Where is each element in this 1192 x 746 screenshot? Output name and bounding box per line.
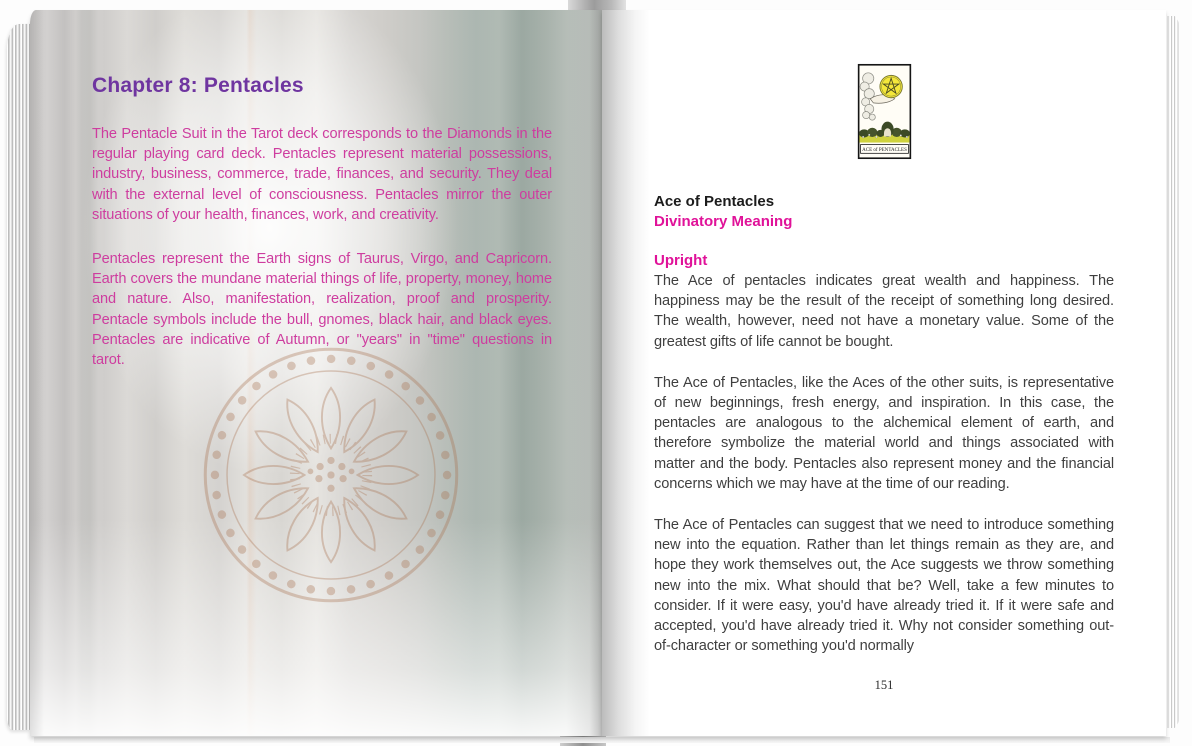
mandala-seeds-icon <box>308 457 355 492</box>
page-number: 151 <box>874 678 894 692</box>
upright-heading: Upright <box>654 252 708 269</box>
left-page-edge-stack[interactable] <box>7 24 30 730</box>
pentacle-coin-icon <box>879 75 901 97</box>
mandala-medallion-image <box>198 342 464 608</box>
card-title-heading: Ace of Pentacles <box>654 193 775 210</box>
right-page[interactable] <box>602 10 1166 736</box>
divinatory-meaning-heading: Divinatory Meaning <box>654 213 793 230</box>
right-paragraph-2: The Ace of Pentacles, like the Aces of the other suits, is representative of new beginnings, fresh energy, and inspiration. In this case, the pentacles are analogous to the alchemical element of earth, and therefore symbolize the material world and things associated with matter and the body. Pentacles also represent money and the financial concerns which we may have at the time of our reading. <box>654 374 1114 492</box>
book-bottom-edge <box>34 737 1170 743</box>
right-paragraph-3: The Ace of Pentacles can suggest that we need to introduce something new into the equation. Rather than let things remain as they are, and hope they work themselves out, the Ace suggests we throw something new into the mix. What should that be? Well, take a few minutes to consider. If it were easy, you'd have already tried it. If it were safe and accepted, you'd have already tried it. Why not consider something out-of-character or something you'd normally <box>654 517 1114 655</box>
left-page[interactable] <box>30 10 602 736</box>
card-wrapper <box>654 62 1114 166</box>
archway-icon <box>881 122 893 137</box>
left-page-content <box>92 74 552 370</box>
right-paragraph-1: The Ace of pentacles indicates great wealth and happiness. The happiness may be the result of the receipt of something long desired. The wealth, however, need not have a monetary value. Some of the greatest gifts of life cannot be bought. <box>654 273 1114 350</box>
right-page-content <box>654 62 1114 656</box>
right-page-edge-stack[interactable] <box>1166 16 1179 728</box>
chapter-title: Chapter 8: Pentacles <box>92 74 304 97</box>
ace-of-pentacles-card-image <box>856 62 913 161</box>
card-caption: ACE of PENTACLES <box>861 148 907 154</box>
left-paragraph-2: Pentacles represent the Earth signs of Taurus, Virgo, and Capricorn. Earth covers the mundane material things of life, property, money, home and nature. Also, manifestation, realization, proof and prosperity. Pentacle symbols include the bull, gnomes, black hair, and black eyes. Pentacles are indicative of Autumn, or "years" in "time" questions in tarot. <box>92 251 552 369</box>
left-paragraph-1: The Pentacle Suit in the Tarot deck corresponds to the Diamonds in the regular playing card deck. Pentacles represent material possessions, industry, business, commerce, trade, finances, and security. They deal with the external level of consciousness. Pentacles mirror the outer situations of your health, finances, work, and creativity. <box>92 126 552 223</box>
